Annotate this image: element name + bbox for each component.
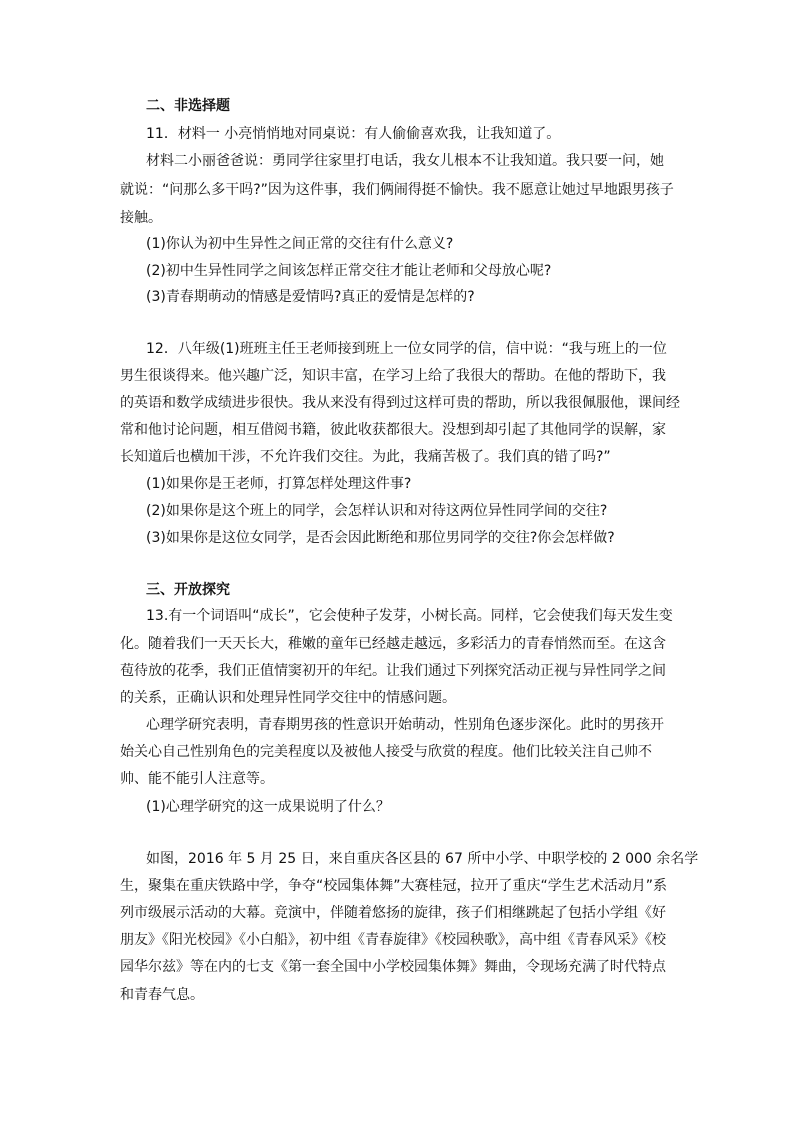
q12-sub-question-1: (1)如果你是王老师，打算怎样处理这件事? bbox=[146, 476, 412, 492]
q12-line: 12．八年级(1)班班主任王老师接到班上一位女同学的信，信中说：“我与班上的一位 bbox=[146, 341, 667, 357]
q11-sub-question-1: (1)你认为初中生异性之间正常的交往有什么意义? bbox=[146, 236, 454, 252]
q12-line: 长知道后也横加干涉，不允许我们交往。为此，我痛苦极了。我们真的错了吗?” bbox=[120, 449, 611, 465]
q13-paragraph-3-line: 如图，2016 年 5 月 25 日，来自重庆各区县的 67 所中小学、中职学校的 2 000 余名学 bbox=[146, 851, 699, 867]
q13-paragraph-2-line: 帅、能不能引人注意等。 bbox=[120, 771, 274, 787]
q13-line: 苞待放的花季，我们正值情窦初开的年纪。让我们通过下列探究活动正视与异性同学之间 bbox=[120, 663, 666, 679]
q13-line: 化。随着我们一天天长大，稚嫩的童年已经越走越远，多彩活力的青春悄然而至。在这含 bbox=[120, 636, 666, 652]
q12-line: 的英语和数学成绩进步很快。我从来没有得到过这样可贵的帮助，所以我很佩服他，课间经 bbox=[120, 395, 680, 411]
q13-line: 的关系，正确认识和处理异性同学交往中的情感问题。 bbox=[120, 690, 456, 706]
q13-paragraph-3-line: 朋友》《阳光校园》《小白船》，初中组《青春旋律》《校园秧歌》，高中组《青春风采》《校 bbox=[120, 932, 666, 948]
q11-material-1: 11．材料一 小亮悄悄地对同桌说：有人偷偷喜欢我，让我知道了。 bbox=[146, 126, 561, 142]
q11-material-2-line: 接触。 bbox=[120, 210, 162, 226]
q13-paragraph-2-line: 心理学研究表明，青春期男孩的性意识开始萌动，性别角色逐步深化。此时的男孩开 bbox=[146, 717, 664, 733]
q11-sub-question-3: (3)青春期萌动的情感是爱情吗?真正的爱情是怎样的? bbox=[146, 289, 475, 305]
section-heading-non-choice: 二、非选择题 bbox=[146, 98, 230, 114]
q13-sub-question-1: (1)心理学研究的这一成果说明了什么？ bbox=[146, 799, 390, 815]
q13-paragraph-3-line: 生，聚集在重庆铁路中学，争夺“校园集体舞”大赛桂冠，拉开了重庆“学生艺术活动月”系 bbox=[120, 878, 668, 894]
q11-material-2-line: 就说：“问那么多干吗?”因为这件事，我们俩闹得挺不愉快。我不愿意让她过早地跟男孩子 bbox=[120, 182, 674, 198]
q12-sub-question-2: (2)如果你是这个班上的同学，会怎样认识和对待这两位异性同学间的交往? bbox=[146, 503, 608, 519]
q11-material-2-line: 材料二小丽爸爸说：勇同学往家里打电话，我女儿根本不让我知道。我只要一问，她 bbox=[146, 153, 664, 169]
q12-line: 常和他讨论问题，相互借阅书籍，彼此收获都很大。没想到却引起了其他同学的误解，家 bbox=[120, 422, 666, 438]
q13-paragraph-3-line: 园华尔兹》等在内的七支《第一套全国中小学校园集体舞》舞曲，令现场充满了时代特点 bbox=[120, 959, 666, 975]
q13-line: 13.有一个词语叫“成长”，它会使种子发芽，小树长高。同样，它会使我们每天发生变 bbox=[146, 608, 673, 624]
q12-line: 男生很谈得来。他兴趣广泛，知识丰富，在学习上给了我很大的帮助。在他的帮助下，我 bbox=[120, 368, 666, 384]
q12-sub-question-3: (3)如果你是这位女同学，是否会因此断绝和那位男同学的交往?你会怎样做? bbox=[146, 530, 615, 546]
q13-paragraph-2-line: 始关心自己性别角色的完美程度以及被他人接受与欣赏的程度。他们比较关注自己帅不 bbox=[120, 744, 652, 760]
section-heading-open-inquiry: 三、开放探究 bbox=[146, 582, 230, 598]
q13-paragraph-3-line: 和青春气息。 bbox=[120, 987, 204, 1003]
q13-paragraph-3-line: 列市级展示活动的大幕。竞演中，伴随着悠扬的旋律，孩子们相继跳起了包括小学组《好 bbox=[120, 905, 666, 921]
q11-sub-question-2: (2)初中生异性同学之间该怎样正常交往才能让老师和父母放心呢? bbox=[146, 263, 552, 279]
